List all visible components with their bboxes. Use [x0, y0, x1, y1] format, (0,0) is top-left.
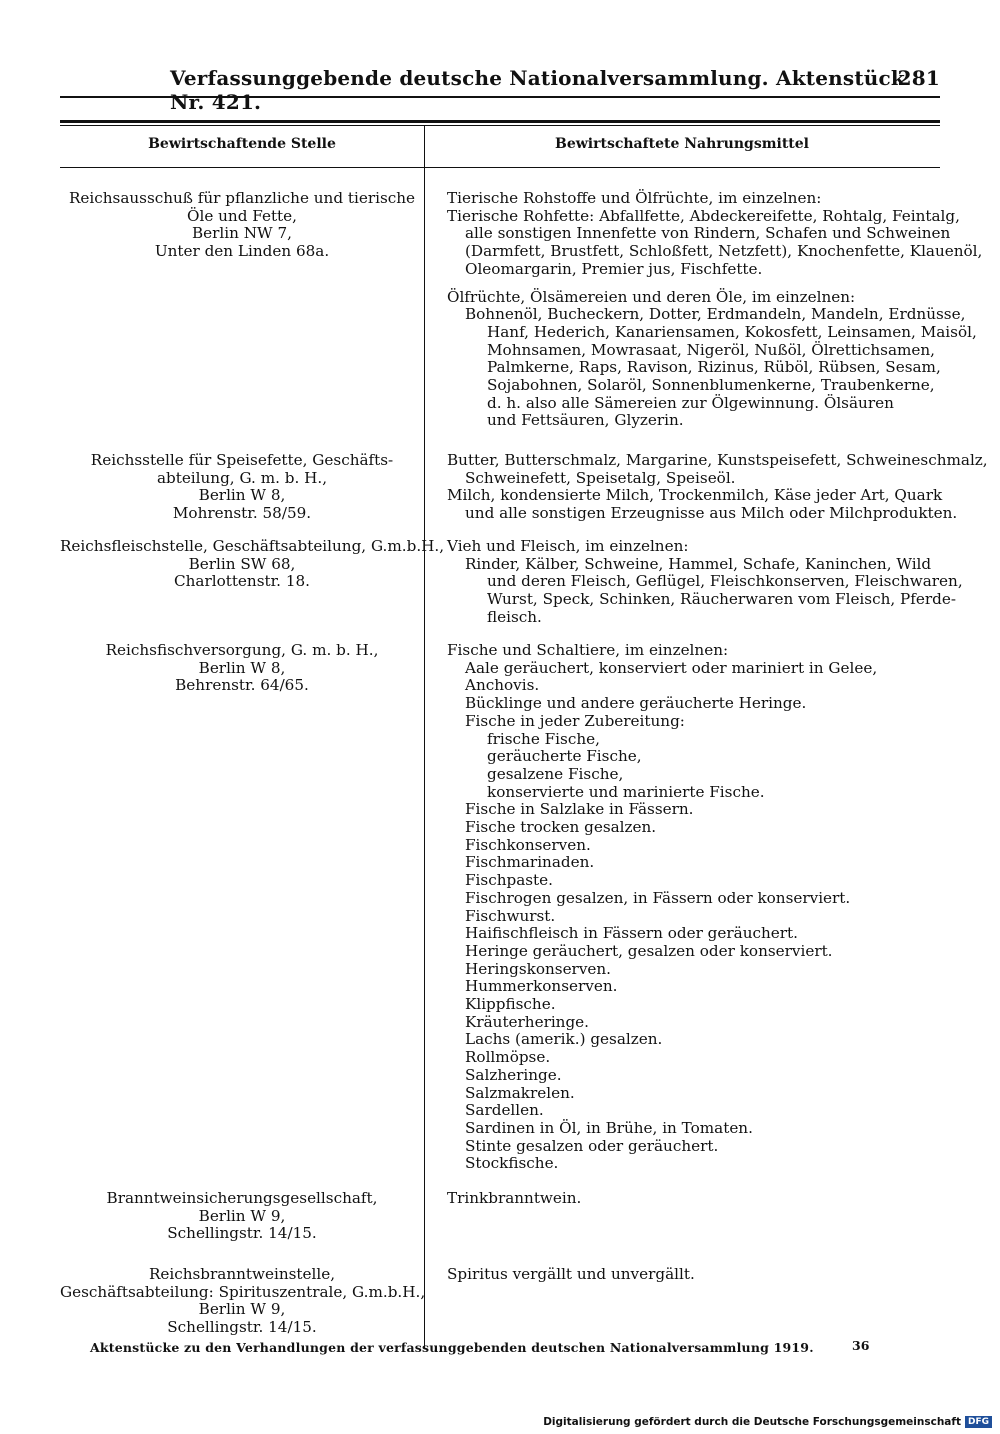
goods-line: Fischwurst. [465, 906, 556, 925]
column-divider [424, 125, 425, 1349]
goods-line: Rollmöpse. [465, 1048, 551, 1067]
goods-line: konservierte und marinierte Fische. [487, 782, 765, 801]
agency-line: Mohrenstr. 58/59. [172, 504, 312, 523]
goods-block [447, 537, 963, 627]
goods-line: Salzmakrelen. [465, 1083, 575, 1102]
goods-line: geräucherte Fische, [487, 747, 642, 766]
goods-line: Spiritus vergällt und unvergällt. [447, 1265, 695, 1283]
goods-line: Palmkerne, Raps, Ravison, Rizinus, Rüböl, Rübsen, Sesam, [487, 358, 941, 377]
goods-line: Ölfrüchte, Ölsämereien und deren Öle, im einzelnen: [447, 287, 856, 306]
goods-line: fleisch. [487, 607, 542, 626]
agency-line: Unter den Linden 68a. [154, 242, 330, 261]
goods-line: Fische in Salzlake in Fässern. [465, 800, 694, 819]
header-rule [60, 96, 940, 98]
agency-line: Berlin W 9, [198, 1206, 286, 1225]
goods-entry [447, 189, 983, 430]
goods-block [447, 642, 943, 1173]
goods-line: Heringskonserven. [465, 959, 611, 978]
agency-line: abteilung, G. m. b. H., [156, 468, 328, 487]
agency-line: Schellingstr. 14/15. [167, 1318, 317, 1337]
goods-entry [447, 1266, 943, 1284]
goods-line: Tierische Rohstoffe und Ölfrüchte, im einzelnen: [447, 189, 822, 207]
goods-line: Fischrogen gesalzen, in Fässern oder konserviert. [465, 888, 851, 907]
goods-line: Bücklinge und andere geräucherte Heringe. [465, 694, 807, 713]
goods-line: Stinte gesalzen oder geräuchert. [465, 1136, 719, 1155]
goods-line: Fische und Schaltiere, im einzelnen: [447, 641, 729, 659]
goods-line: Wurst, Speck, Schinken, Räucherwaren vom Fleisch, Pferde- [487, 590, 956, 609]
goods-block [447, 189, 983, 279]
goods-line: Heringe geräuchert, gesalzen oder konserviert. [465, 941, 833, 960]
agency-line: Reichsfischversorgung, G. m. b. H., [105, 641, 379, 659]
agency-line: Reichsstelle für Speisefette, Geschäfts- [90, 451, 394, 469]
goods-line: Fischpaste. [465, 871, 553, 890]
goods-block [447, 1266, 943, 1284]
page-header [60, 62, 940, 114]
goods-line: Tierische Rohfette: Abfallfette, Abdeckereifette, Rohtalg, Feintalg, [447, 206, 960, 225]
agency-entry [60, 190, 424, 261]
goods-line: Salzheringe. [465, 1065, 562, 1084]
goods-line: Sardellen. [465, 1101, 544, 1120]
goods-line: gesalzene Fische, [487, 764, 624, 783]
agency-entry [60, 1266, 424, 1337]
goods-line: Klippfische. [465, 995, 556, 1014]
agency-line: Öle und Fette, [187, 206, 297, 225]
agency-entry [60, 1190, 424, 1243]
goods-entry [447, 642, 943, 1173]
goods-line: Fische trocken gesalzen. [465, 818, 657, 837]
agency-entry [60, 642, 424, 695]
agency-line: Berlin W 8, [198, 486, 286, 505]
agency-line: Berlin NW 7, [192, 224, 292, 243]
goods-line: Sojabohnen, Solaröl, Sonnenblumenkerne, Traubenkerne, [487, 376, 935, 395]
goods-block [447, 1190, 943, 1208]
agency-line: Reichsbranntweinstelle, [148, 1265, 336, 1283]
goods-line: und alle sonstigen Erzeugnisse aus Milch oder Milchprodukten. [465, 504, 958, 523]
goods-line: Fischkonserven. [465, 835, 591, 854]
goods-line: Sardinen in Öl, in Brühe, in Tomaten. [465, 1118, 753, 1137]
goods-line: Fischmarinaden. [465, 853, 595, 872]
goods-block [447, 451, 988, 523]
goods-line: Schweinefett, Speisetalg, Speiseöl. [465, 468, 736, 487]
agency-line: Berlin SW 68, [188, 554, 296, 573]
goods-line: Hummerkonserven. [465, 977, 618, 996]
agency-line: Reichsausschuß für pflanzliche und tierische [68, 189, 416, 207]
goods-line: Kräuterheringe. [465, 1012, 589, 1031]
dfg-credit [543, 1416, 992, 1428]
agency-line: Berlin W 9, [198, 1300, 286, 1319]
goods-block [447, 287, 977, 431]
agency-line: Berlin W 8, [198, 658, 286, 677]
agency-line: Branntweinsicherungsgesellschaft, [106, 1189, 378, 1207]
goods-line: Bohnenöl, Bucheckern, Dotter, Erdmandeln, Mandeln, Erdnüsse, [465, 305, 966, 324]
goods-line: Oleomargarin, Premier jus, Fischfette. [465, 259, 763, 278]
agency-line: Schellingstr. 14/15. [167, 1224, 317, 1243]
page-number: 281 [897, 66, 940, 90]
goods-line: Stockfische. [465, 1154, 559, 1173]
agency-entry [60, 452, 424, 523]
agency-entry [60, 537, 445, 591]
dfg-logo: DFG [965, 1416, 992, 1428]
header-title: Verfassunggebende deutsche Nationalversammlung. Aktenstück Nr. 421. [170, 66, 905, 114]
goods-entry [447, 1190, 943, 1208]
goods-line: Haifischfleisch in Fässern oder geräuchert. [465, 924, 798, 943]
goods-entry [447, 537, 963, 627]
table-top-rule [60, 120, 940, 123]
goods-line: und deren Fleisch, Geflügel, Fleischkonserven, Fleischwaren, [487, 572, 963, 591]
dfg-credit-text: Digitalisierung gefördert durch die Deutsche Forschungsgemeinschaft [543, 1416, 961, 1428]
agency-line: Reichsfleischstelle, Geschäftsabteilung, G.m.b.H., [60, 537, 445, 555]
sheet-number: 36 [852, 1338, 870, 1353]
goods-line: Mohnsamen, Mowrasaat, Nigeröl, Nußöl, Ölrettichsamen, [487, 340, 936, 359]
footer-text: Aktenstücke zu den Verhandlungen der verfassunggebenden deutschen Nationalversammlung 1919. [90, 1340, 814, 1355]
agency-line: Geschäftsabteilung: Spirituszentrale, G.m.b.H., [60, 1282, 426, 1301]
left-column-heading: Bewirtschaftende Stelle [148, 136, 336, 152]
goods-entry [447, 451, 988, 523]
goods-line: frische Fische, [487, 729, 600, 748]
agency-line: Behrenstr. 64/65. [175, 676, 309, 695]
goods-line: Anchovis. [465, 676, 540, 695]
goods-line: Butter, Butterschmalz, Margarine, Kunstspeisefett, Schweineschmalz, [447, 451, 988, 469]
goods-line: Fische in jeder Zubereitung: [465, 711, 685, 730]
goods-line: Lachs (amerik.) gesalzen. [465, 1030, 663, 1049]
goods-line: Milch, kondensierte Milch, Trockenmilch, Käse jeder Art, Quark [447, 486, 943, 505]
goods-line: d. h. also alle Sämereien zur Ölgewinnung. Ölsäuren [487, 393, 894, 412]
right-column-heading: Bewirtschaftete Nahrungsmittel [555, 136, 809, 152]
table-top-rule-thin [60, 125, 940, 126]
goods-line: Trinkbranntwein. [447, 1189, 582, 1207]
goods-line: und Fettsäuren, Glyzerin. [487, 411, 684, 430]
goods-line: Hanf, Hederich, Kanariensamen, Kokosfett, Leinsamen, Maisöl, [487, 322, 977, 341]
goods-line: alle sonstigen Innenfette von Rindern, Schafen und Schweinen [465, 224, 951, 243]
goods-line: Aale geräuchert, konserviert oder mariniert in Gelee, [465, 658, 878, 677]
agency-line: Charlottenstr. 18. [174, 572, 310, 591]
goods-line: Rinder, Kälber, Schweine, Hammel, Schafe, Kaninchen, Wild [465, 554, 932, 573]
table-heading-rule [60, 167, 940, 168]
goods-line: (Darmfett, Brustfett, Schloßfett, Netzfett), Knochenfette, Klauenöl, [465, 242, 983, 261]
goods-line: Vieh und Fleisch, im einzelnen: [447, 537, 689, 555]
